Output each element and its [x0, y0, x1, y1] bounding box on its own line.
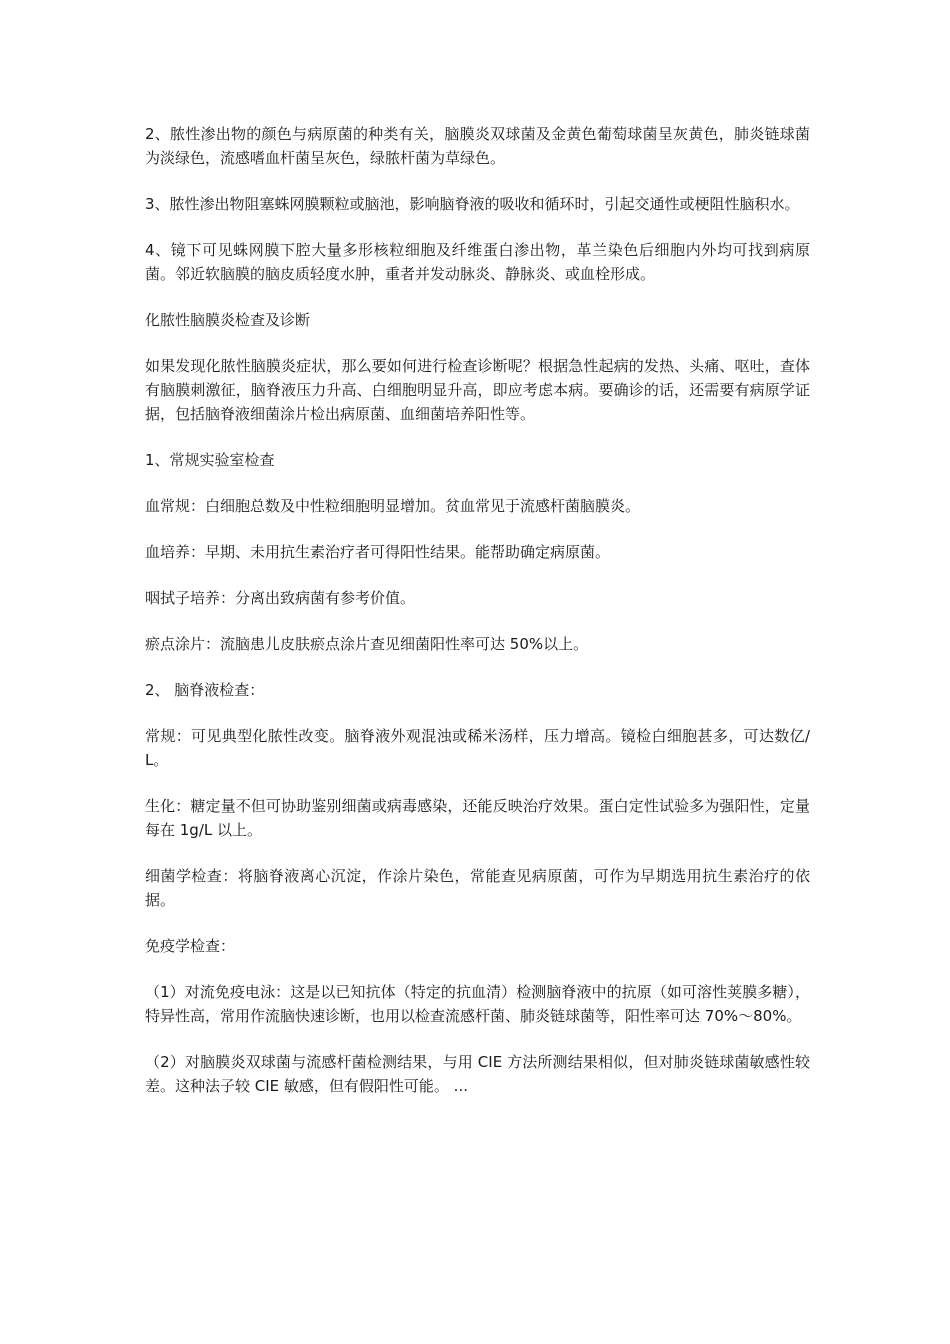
paragraph-csf-biochem: 生化：糖定量不但可协助鉴别细菌或病毒感染，还能反映治疗效果。蛋白定性试验多为强阳性，定量每在 1g/L 以上。: [145, 797, 810, 839]
subheading-immunology: 免疫学检查：: [145, 937, 236, 955]
paragraph-petechiae-smear: 瘀点涂片：流脑患儿皮肤瘀点涂片查见细菌阳性率可达 50%以上。: [145, 635, 589, 653]
paragraph-hydrocephalus: 3、脓性渗出物阻塞蛛网膜颗粒或脑池，影响脑脊液的吸收和循环时，引起交通性或梗阻性脑积水。: [145, 195, 800, 213]
paragraph-diagnosis-intro: 如果发现化脓性脑膜炎症状，那么要如何进行检查诊断呢？根据急性起病的发热、头痛、呕吐，查体有脑膜刺激征，脑脊液压力升高、白细胞明显升高，即应考虑本病。要确诊的话，还需要有病原学证据，包括脑脊液细菌涂片检出病原菌、血细菌培养阳性等。: [145, 357, 810, 423]
section-heading-diagnosis: 化脓性脑膜炎检查及诊断: [145, 311, 311, 329]
paragraph-comparison: （2）对脑膜炎双球菌与流感杆菌检测结果，与用 CIE 方法所测结果相似，但对肺炎链球菌敏感性较差。这种法子较 CIE 敏感，但有假阳性可能。 ...: [145, 1053, 810, 1095]
paragraph-microscopy: 4、镜下可见蛛网膜下腔大量多形核粒细胞及纤维蛋白渗出物，革兰染色后细胞内外均可找到病原菌。邻近软脑膜的脑皮质轻度水肿，重者并发动脉炎、静脉炎、或血栓形成。: [145, 241, 810, 283]
subheading-lab-tests: 1、常规实验室检查: [145, 451, 275, 469]
paragraph-csf-routine: 常规：可见典型化脓性改变。脑脊液外观混浊或稀米汤样，压力增高。镜检白细胞甚多，可达数亿/L。: [145, 727, 810, 769]
paragraph-blood-culture: 血培养：早期、未用抗生素治疗者可得阳性结果。能帮助确定病原菌。: [145, 543, 611, 561]
paragraph-throat-swab: 咽拭子培养：分离出致病菌有参考价值。: [145, 589, 416, 607]
paragraph-cie: （1）对流免疫电泳：这是以已知抗体（特定的抗血清）检测脑脊液中的抗原（如可溶性荚膜多糖），特异性高，常用作流脑快速诊断，也用以检查流感杆菌、肺炎链球菌等，阳性率可达 70%～80%。: [145, 983, 810, 1025]
paragraph-bacteriology: 细菌学检查：将脑脊液离心沉淀，作涂片染色，常能查见病原菌，可作为早期选用抗生素治疗的依据。: [145, 867, 810, 909]
document-body: [145, 122, 810, 1120]
subheading-csf-tests: 2、 脑脊液检查：: [145, 681, 265, 699]
paragraph-pus-color: 2、脓性渗出物的颜色与病原菌的种类有关，脑膜炎双球菌及金黄色葡萄球菌呈灰黄色，肺炎链球菌为淡绿色，流感嗜血杆菌呈灰色，绿脓杆菌为草绿色。: [145, 125, 810, 167]
paragraph-blood-routine: 血常规：白细胞总数及中性粒细胞明显增加。贫血常见于流感杆菌脑膜炎。: [145, 497, 641, 515]
